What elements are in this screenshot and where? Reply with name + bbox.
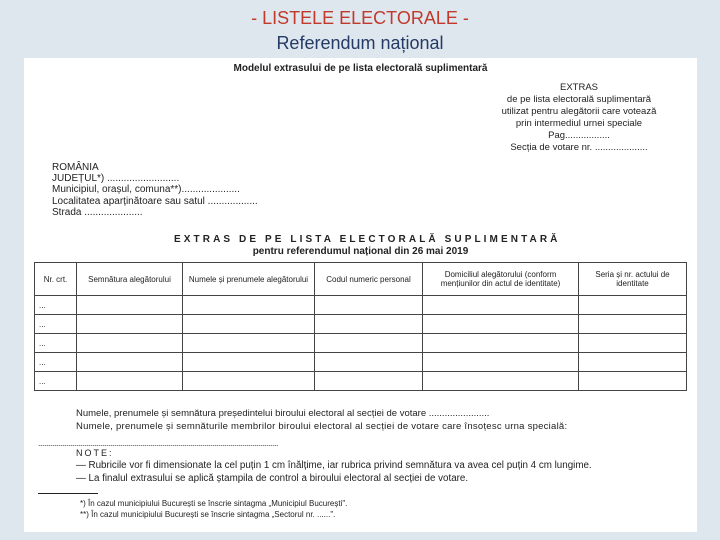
row-marker: ... [35,372,77,391]
footnote: **) În cazul municipiului București se înscrie sintagma „Sectorul nr. ......". [80,510,336,519]
table-row [35,315,687,334]
extras-line: de pe lista electorală suplimentară [506,94,652,105]
document-page [24,58,697,532]
location-line: JUDEȚUL*) .......................... [52,173,180,185]
extras-subtitle: pentru referendumul național din 26 mai 2019 [252,246,469,257]
slide-subtitle: Referendum național [276,33,444,53]
col-header-id: Seria și nr. actului de identitate [579,263,687,296]
table-cell [77,315,183,334]
table-cell [423,372,579,391]
table-row [35,372,687,391]
table-cell [423,296,579,315]
table-cell [315,334,423,353]
table-cell [579,315,687,334]
table-cell [579,372,687,391]
notes-heading: NOTE: [76,448,114,458]
dotted-separator: ........................................................................................................................ [38,438,279,448]
table-row [35,296,687,315]
location-line: Localitatea aparținătoare sau satul .................. [52,195,258,207]
extras-line: prin intermediul urnei speciale [515,118,643,129]
row-marker: ... [35,315,77,334]
table-header-row [35,263,687,296]
table-cell [315,296,423,315]
col-header-signature: Semnătura alegătorului [77,263,183,296]
president-signature-line: Numele, prenumele și semnătura președintelui biroului electoral al secției de votare ....................... [76,408,490,419]
extras-line: EXTRAS [559,82,598,93]
location-line: ROMÂNIA [52,162,99,173]
voter-table [34,262,687,391]
members-signature-line: Numele, prenumele și semnăturile membrilor biroului electoral al secției de votare care însoțesc urna specială: [76,421,568,432]
table-cell [315,372,423,391]
footnote-divider [38,493,98,494]
extras-title: EXTRAS DE PE LISTA ELECTORALĂ SUPLIMENTARĂ [174,234,561,245]
note-item: — La finalul extrasului se aplică ștampila de control a biroului electoral al secției de votare. [76,473,469,484]
table-cell [579,296,687,315]
table-cell [423,334,579,353]
table-cell [183,296,315,315]
location-block [52,162,258,218]
location-line: Municipiul, orașul, comuna**)..................... [52,184,240,196]
table-cell [423,315,579,334]
table-cell [183,334,315,353]
table-cell [579,334,687,353]
extras-header-block [479,82,679,154]
table-row [35,334,687,353]
table-cell [77,353,183,372]
col-header-name: Numele și prenumele alegătorului [183,263,315,296]
row-marker: ... [35,296,77,315]
row-marker: ... [35,334,77,353]
extras-line: utilizat pentru alegătorii care votează [501,106,657,117]
col-header-address: Domiciliul alegătorului (conform mențiunilor din actul de identitate) [423,263,579,296]
table-cell [77,334,183,353]
table-cell [77,372,183,391]
table-cell [423,353,579,372]
location-line: Strada ..................... [52,206,143,218]
col-header-nr: Nr. crt. [35,263,77,296]
table-cell [183,353,315,372]
note-item: — Rubricile vor fi dimensionate la cel puțin 1 cm înălțime, iar rubrica privind semnătura va avea cel puțin 4 cm lungime. [76,460,592,471]
extras-line: Secția de votare nr. .................... [510,142,648,153]
table-cell [315,353,423,372]
extras-line: Pag................. [548,130,610,141]
slide-title: - LISTELE ELECTORALE - [251,8,469,28]
document-heading: Modelul extrasului de pe lista electorală suplimentară [233,63,488,74]
row-marker: ... [35,353,77,372]
table-cell [183,315,315,334]
table-cell [183,372,315,391]
table-row [35,353,687,372]
table-cell [77,296,183,315]
footnote: *) În cazul municipiului București se înscrie sintagma „Municipiul București". [80,499,348,508]
col-header-cnp: Codul numeric personal [315,263,423,296]
table-cell [579,353,687,372]
table-cell [315,315,423,334]
